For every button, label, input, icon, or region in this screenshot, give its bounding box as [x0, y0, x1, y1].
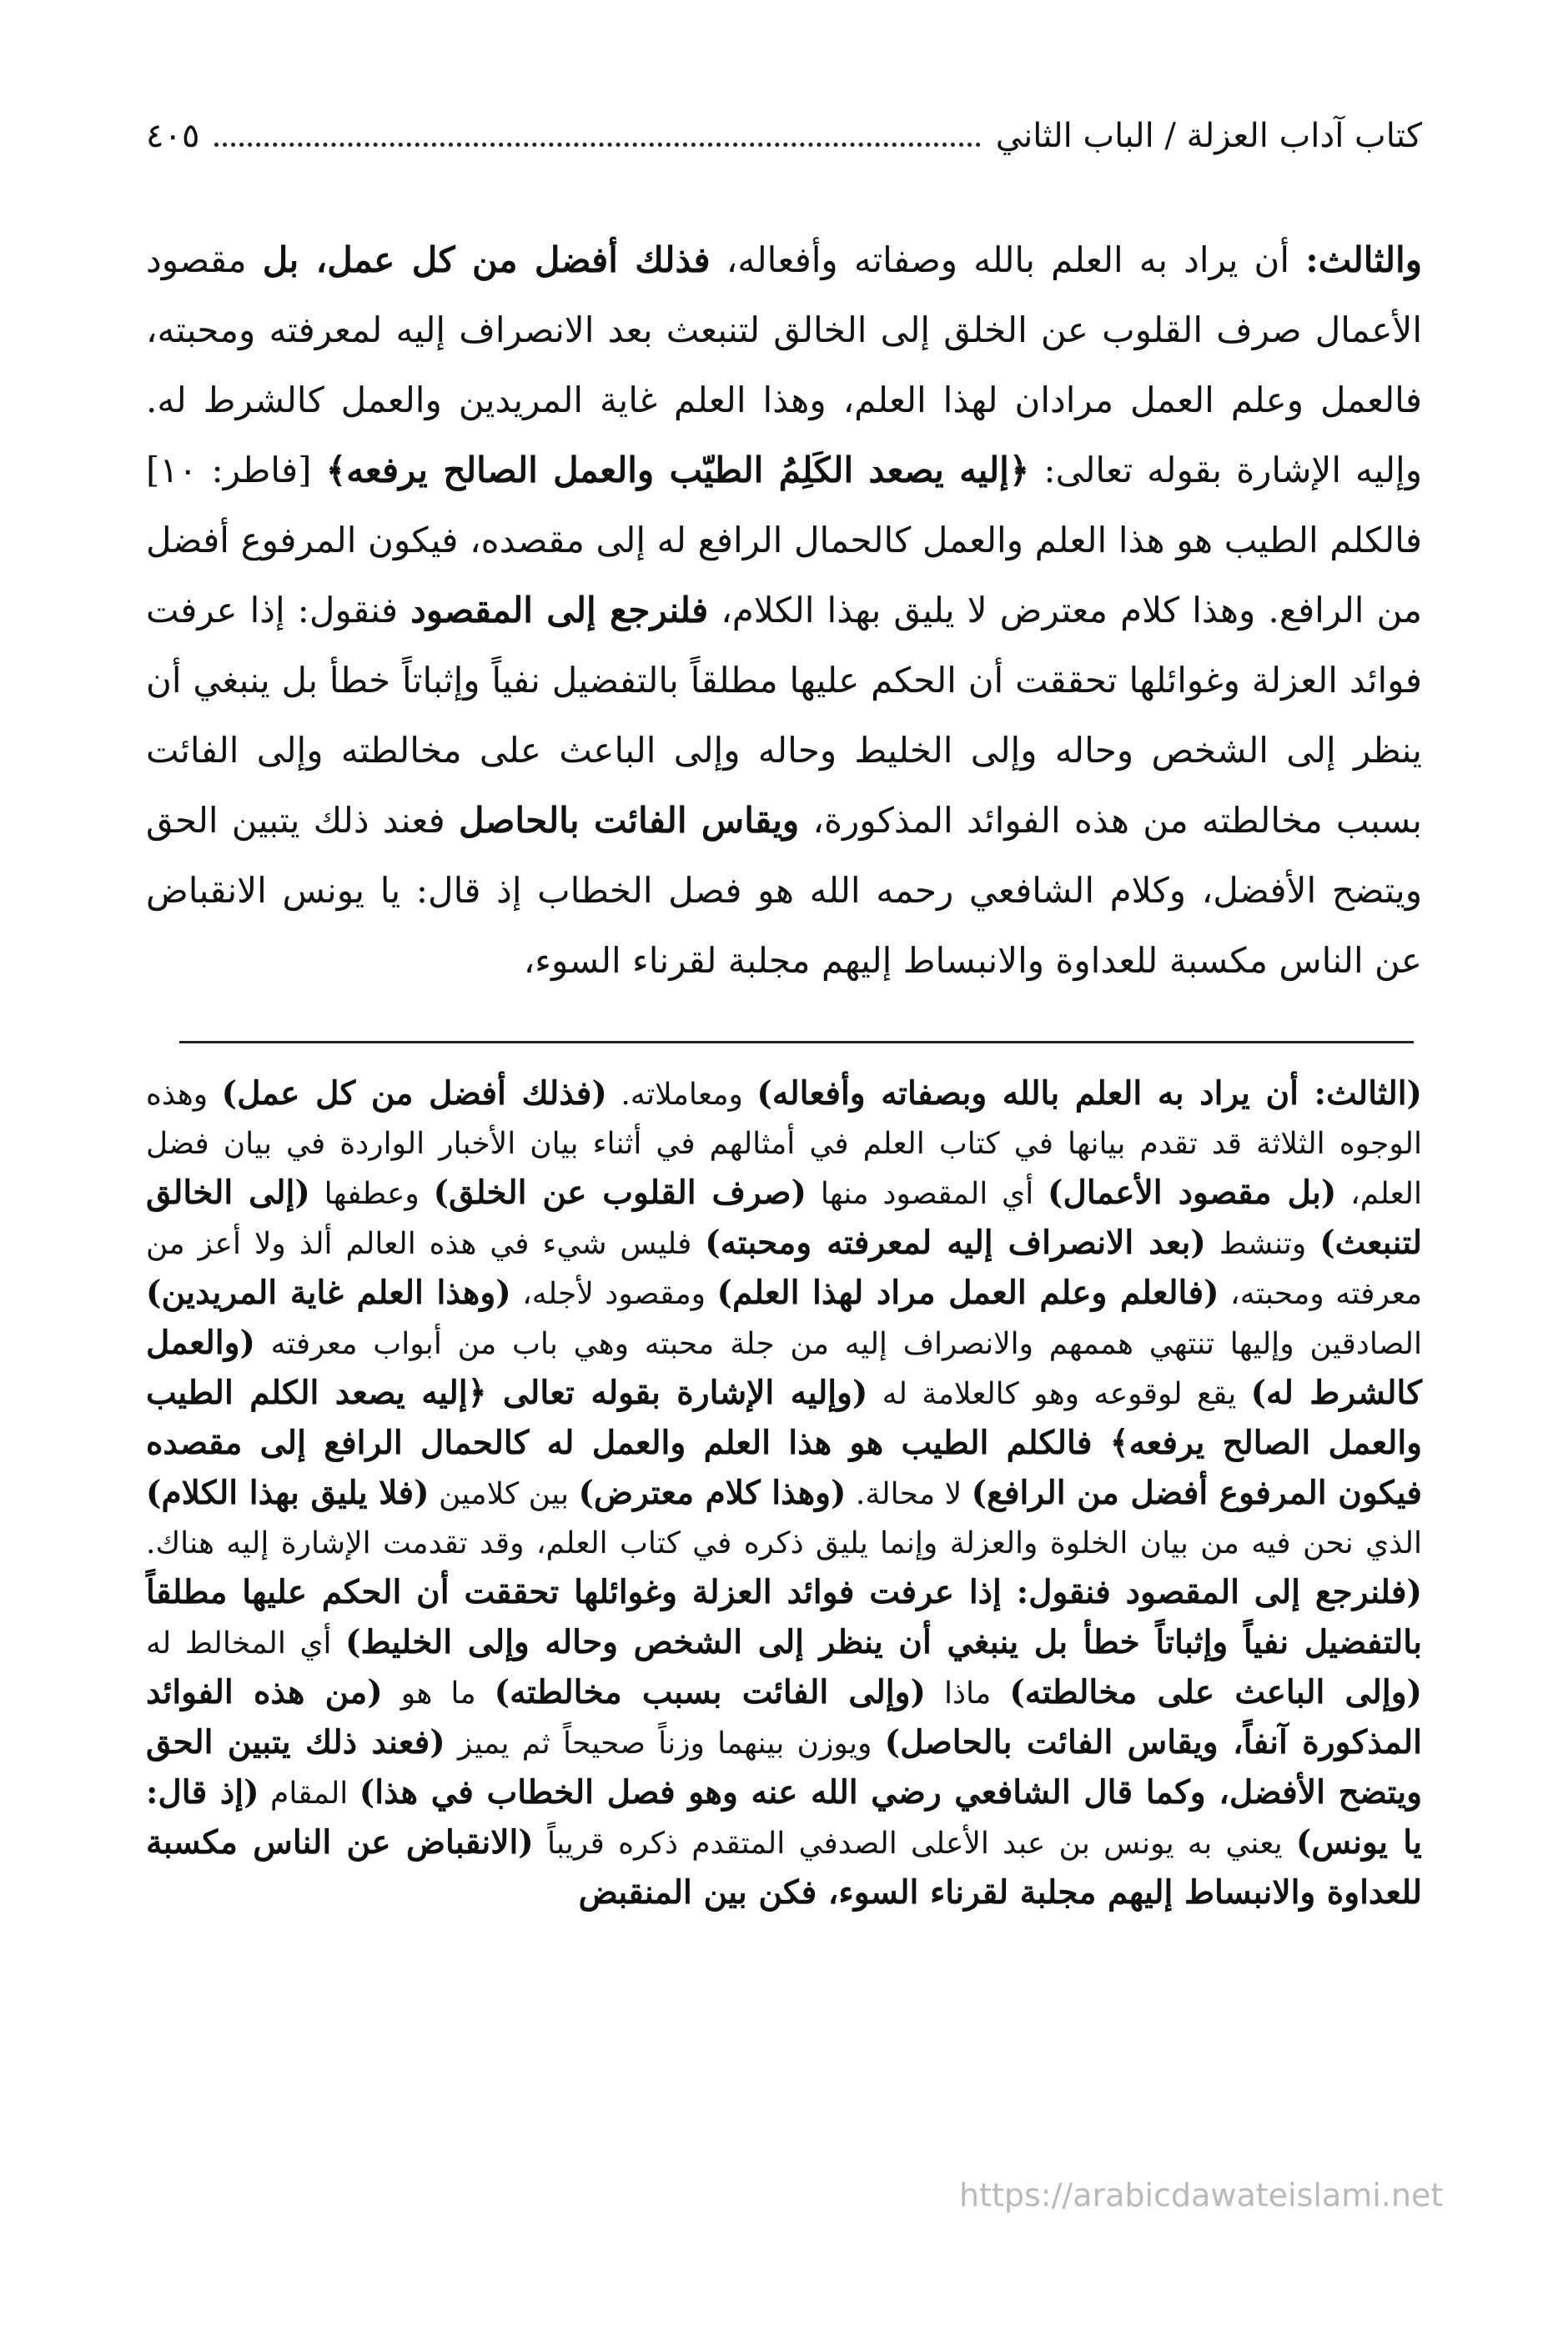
commentary-run: ما هو	[382, 1676, 495, 1711]
commentary-quote: (فعند ذلك يتبين الحق ويتضح الأفضل، وكما قال الشافعي رضي الله عنه وهو فصل الخطاب في هذا)	[146, 1723, 1422, 1812]
commentary-run: ومقصود لأجله،	[510, 1277, 717, 1311]
commentary-run: الذي نحن فيه من بيان الخلوة والعزلة وإنما يليق ذكره في كتاب العلم، وقد تقدمت الإشارة إليه هناك.	[146, 1526, 1422, 1561]
commentary-quote: (وهذا العلم غاية المريدين)	[146, 1274, 511, 1312]
page-number: ٤٠٥	[146, 117, 200, 155]
commentary-run: لا محالة.	[846, 1477, 972, 1511]
main-emphasis: فلنرجع إلى المقصود	[410, 590, 709, 631]
commentary-quote: (إلى الخالق لتنبعث)	[146, 1174, 1422, 1262]
main-paragraph	[146, 225, 1422, 996]
section-divider	[179, 1041, 1414, 1043]
commentary-quote: (وهذا كلام معترض)	[578, 1474, 847, 1512]
commentary-quote: (صرف القلوب عن الخلق)	[433, 1174, 807, 1212]
commentary-quote: (من هذه الفوائد المذكورة آنفاً، ويقاس الفائت بالحاصل)	[146, 1673, 1422, 1762]
commentary-quote: (بعد الانصراف إليه لمعرفته ومحبته)	[705, 1224, 1206, 1262]
main-text-run: أن يراد به العلم بالله وصفاته وأفعاله،	[710, 239, 1306, 280]
commentary-run: وتنشط	[1205, 1227, 1320, 1261]
commentary-paragraph	[146, 1069, 1422, 1918]
commentary-run: أي المخالط له	[146, 1626, 346, 1661]
commentary-run: وهذه الوجوه الثلاثة قد تقدم بيانها في كتاب العلم في أمثالهم في أثناء بيان الأخبار الواردة في بيان فضل العلم،	[146, 1078, 1422, 1211]
commentary-quote: (وإليه الإشارة بقوله تعالى ﴿إليه يصعد الكلم الطيب والعمل الصالح يرفعه﴾ فالكلم الطيب هو هذا العلم والعمل له كالحمال الرافع إلى مقصده فيكون المرفوع أفضل من الرافع)	[146, 1374, 1422, 1512]
commentary-quote: (وإلى الباعث على مخالطته)	[1009, 1673, 1422, 1711]
main-text-run: مقصود الأعمال صرف القلوب عن الخلق إلى الخالق لتنبعث بعد الانصراف إليه لمعرفته ومحبته، فالعمل وعلم العمل مرادان لهذا العلم، وهذا العلم غاية المريدين والعمل كالشرط له. وإليه الإشارة بقوله تعالى:	[146, 239, 1422, 490]
commentary-run: وعطفها	[309, 1177, 434, 1211]
commentary-quote: (وإلى الفائت بسبب مخالطته)	[494, 1673, 926, 1711]
main-heading: والثالث:	[1305, 239, 1422, 280]
commentary-run: ويوزن بينهما وزناً صحيحاً ثم يميز	[445, 1726, 885, 1761]
main-text-run: المرفوع أفضل من الرافع. وهذا كلام معترض لا يليق بهذا الكلام،	[146, 520, 1422, 631]
running-header	[146, 107, 1422, 165]
main-text-run: فنقول: إذا عرفت فوائد العزلة وغوائلها تحققت أن الحكم عليها مطلقاً بالتفضيل نفياً وإثباتاً خطأ بل ينبغي أن ينظر إلى الشخص وحاله وإلى الخليط وحاله وإلى الباعث على مخالطته وإلى الفائت بسبب مخالطته من هذه الفوائد المذكورة،	[146, 590, 1422, 841]
header-leader-dots	[214, 143, 980, 147]
commentary-run: ماذا	[925, 1676, 1010, 1711]
commentary-quote: (فلا يليق بهذا الكلام)	[146, 1474, 430, 1512]
main-text-run: فالكلم الطيب هو هذا العلم والعمل كالحمال الرافع له إلى مقصده، فيكون	[368, 520, 1422, 560]
commentary-text	[146, 1069, 1422, 1918]
quran-verse: ﴿إليه يصعد الكَلِمُ الطيّب والعمل الصالح يرفعه﴾	[325, 450, 1030, 490]
commentary-run: يقع لوقوعه وهو كالعلامة له	[867, 1377, 1251, 1411]
main-emphasis: ويقاس الفائت بالحاصل	[458, 800, 800, 841]
commentary-quote: (فذلك أفضل من كل عمل)	[221, 1074, 607, 1113]
commentary-run: أي المقصود منها	[807, 1177, 1048, 1211]
commentary-run: بين كلامين	[429, 1477, 579, 1511]
commentary-run: الصادقين وإليها تنتهي هممهم والانصراف إليه من جلة محبته وهي باب من أبواب معرفته	[254, 1327, 1422, 1361]
main-text-run: فعند ذلك يتبين الحق ويتضح الأفضل، وكلام الشافعي رحمه الله هو فصل الخطاب إذ قال: يا يونس الانقباض عن الناس مكسبة للعداوة والانبساط إليهم مجلبة لقرناء السوء،	[146, 800, 1422, 981]
verse-reference: [فاطر: ١٠]	[146, 450, 326, 490]
commentary-quote: (الانقباض عن الناس مكسبة للعداوة والانبساط إليهم مجلبة لقرناء السوء، فكن بين المنقبض	[146, 1823, 1422, 1912]
commentary-run: يعني به يونس بن عبد الأعلى الصدفي المتقدم ذكره قريباً	[533, 1827, 1296, 1861]
header-title: كتاب آداب العزلة / الباب الثاني	[995, 117, 1422, 155]
commentary-quote: (فلنرجع إلى المقصود فنقول: إذا عرفت فوائد العزلة وغوائلها تحققت أن الحكم عليها مطلقاً بالتفضيل نفياً وإثباتاً خطأ بل ينبغي أن ينظر إلى الشخص وحاله وإلى الخليط)	[146, 1573, 1422, 1661]
main-text	[146, 225, 1422, 996]
commentary-quote: (بل مقصود الأعمال)	[1048, 1174, 1337, 1212]
commentary-run: ومعاملاته.	[606, 1078, 757, 1112]
commentary-quote: (فالعلم وعلم العمل مراد لهذا العلم)	[716, 1274, 1219, 1312]
commentary-quote: (الثالث: أن يراد به العلم بالله وبصفاته وأفعاله)	[756, 1074, 1423, 1113]
commentary-quote: (والعمل كالشرط له)	[146, 1324, 1423, 1412]
commentary-run: فليس شيء في هذه العالم ألذ ولا أعز من معرفته ومحبته،	[146, 1227, 1423, 1311]
watermark-url: https://arabicdawateislami.net	[959, 2177, 1444, 2214]
main-emphasis: فذلك أفضل من كل عمل، بل	[262, 239, 711, 280]
commentary-quote: (إذ قال: يا يونس)	[146, 1773, 1422, 1862]
commentary-run: المقام	[259, 1777, 359, 1811]
